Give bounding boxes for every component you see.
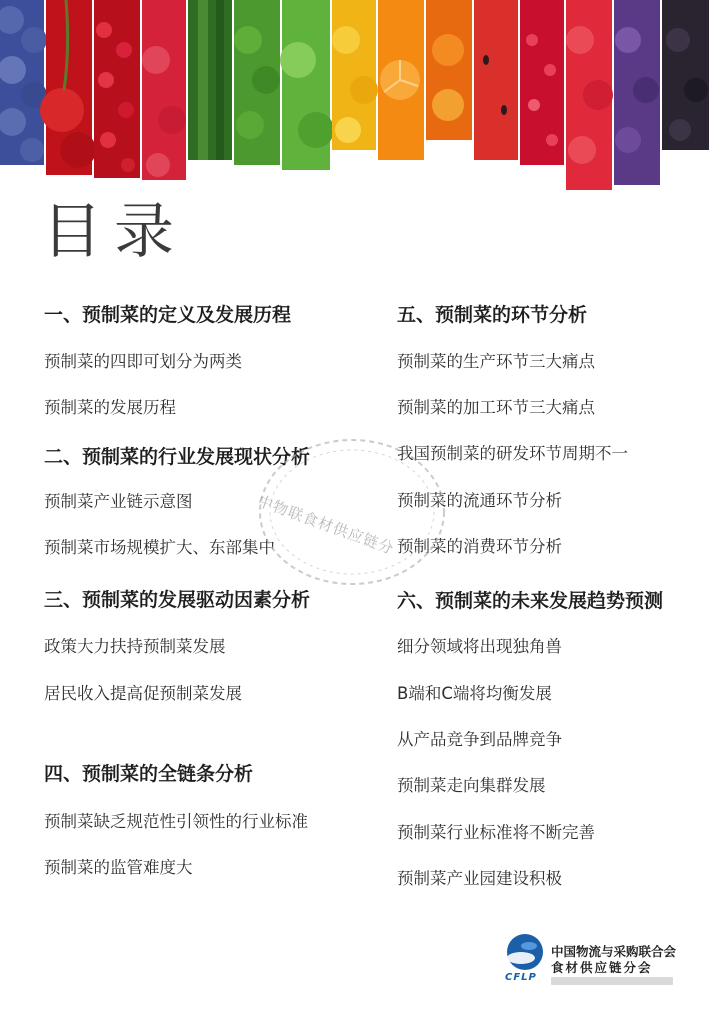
cucumber-strip	[188, 0, 232, 160]
toc-item[interactable]: 预制菜走向集群发展	[397, 776, 546, 795]
pumpkin-strip	[426, 0, 472, 140]
toc-item[interactable]: 我国预制菜的研发环节周期不一	[397, 444, 628, 463]
blueberry-strip	[0, 0, 47, 165]
toc-item[interactable]: 预制菜的发展历程	[44, 398, 176, 417]
toc-item[interactable]: 预制菜产业园建设积极	[397, 869, 562, 888]
logo-abbreviation: CFLP	[505, 972, 537, 983]
toc-item[interactable]: 预制菜的加工环节三大痛点	[397, 398, 595, 417]
grape-strip	[614, 0, 660, 185]
strawberry-strip	[566, 0, 613, 190]
lettuce-strip	[280, 0, 334, 170]
logo-org-name: 中国物流与采购联合会	[551, 944, 677, 959]
orange-strip	[378, 0, 424, 160]
toc-section-heading[interactable]: 二、预制菜的行业发展现状分析	[44, 446, 311, 468]
toc-section-heading[interactable]: 五、预制菜的环节分析	[397, 304, 588, 326]
toc-item[interactable]: 预制菜的生产环节三大痛点	[397, 352, 595, 371]
logo-branch-name: 食材供应链分会	[551, 960, 653, 975]
toc-item[interactable]: 预制菜的流通环节分析	[397, 491, 562, 510]
toc-item[interactable]: 细分领域将出现独角兽	[397, 637, 562, 656]
toc-section-heading[interactable]: 四、预制菜的全链条分析	[44, 763, 254, 785]
toc-item[interactable]: 预制菜的四即可划分为两类	[44, 352, 242, 371]
blackberry-strip	[662, 0, 709, 150]
watermark-text: 中物联食材供应链分	[255, 491, 397, 559]
logo-url-bar	[551, 977, 673, 985]
fruit-vegetable-banner	[0, 0, 709, 190]
watermelon-strip	[474, 0, 518, 160]
toc-item[interactable]: B端和C端将均衡发展	[397, 684, 552, 703]
toc-item[interactable]: 预制菜产业链示意图	[44, 492, 193, 511]
toc-item[interactable]: 预制菜缺乏规范性引领性的行业标准	[44, 812, 308, 831]
raspberry-strip	[142, 0, 186, 180]
toc-item[interactable]: 预制菜市场规模扩大、东部集中	[44, 538, 275, 557]
toc-item[interactable]: 预制菜的消费环节分析	[397, 537, 562, 556]
toc-item[interactable]: 从产品竞争到品牌竞争	[397, 730, 562, 749]
toc-section-heading[interactable]: 三、预制菜的发展驱动因素分析	[44, 589, 311, 611]
toc-item[interactable]: 预制菜的监管难度大	[44, 858, 193, 877]
broccoli-strip	[234, 0, 280, 165]
redcurrant-strip	[94, 0, 140, 178]
page-title: 目录	[42, 197, 186, 267]
toc-section-heading[interactable]: 六、预制菜的未来发展趋势预测	[397, 590, 664, 612]
toc-item[interactable]: 预制菜行业标准将不断完善	[397, 823, 595, 842]
cherry-strip	[40, 0, 96, 175]
toc-section-heading[interactable]: 一、预制菜的定义及发展历程	[44, 304, 292, 326]
lemon-strip	[332, 0, 378, 150]
toc-item[interactable]: 居民收入提高促预制菜发展	[44, 684, 242, 703]
toc-item[interactable]: 政策大力扶持预制菜发展	[44, 637, 226, 656]
pomegranate-strip	[520, 0, 564, 165]
